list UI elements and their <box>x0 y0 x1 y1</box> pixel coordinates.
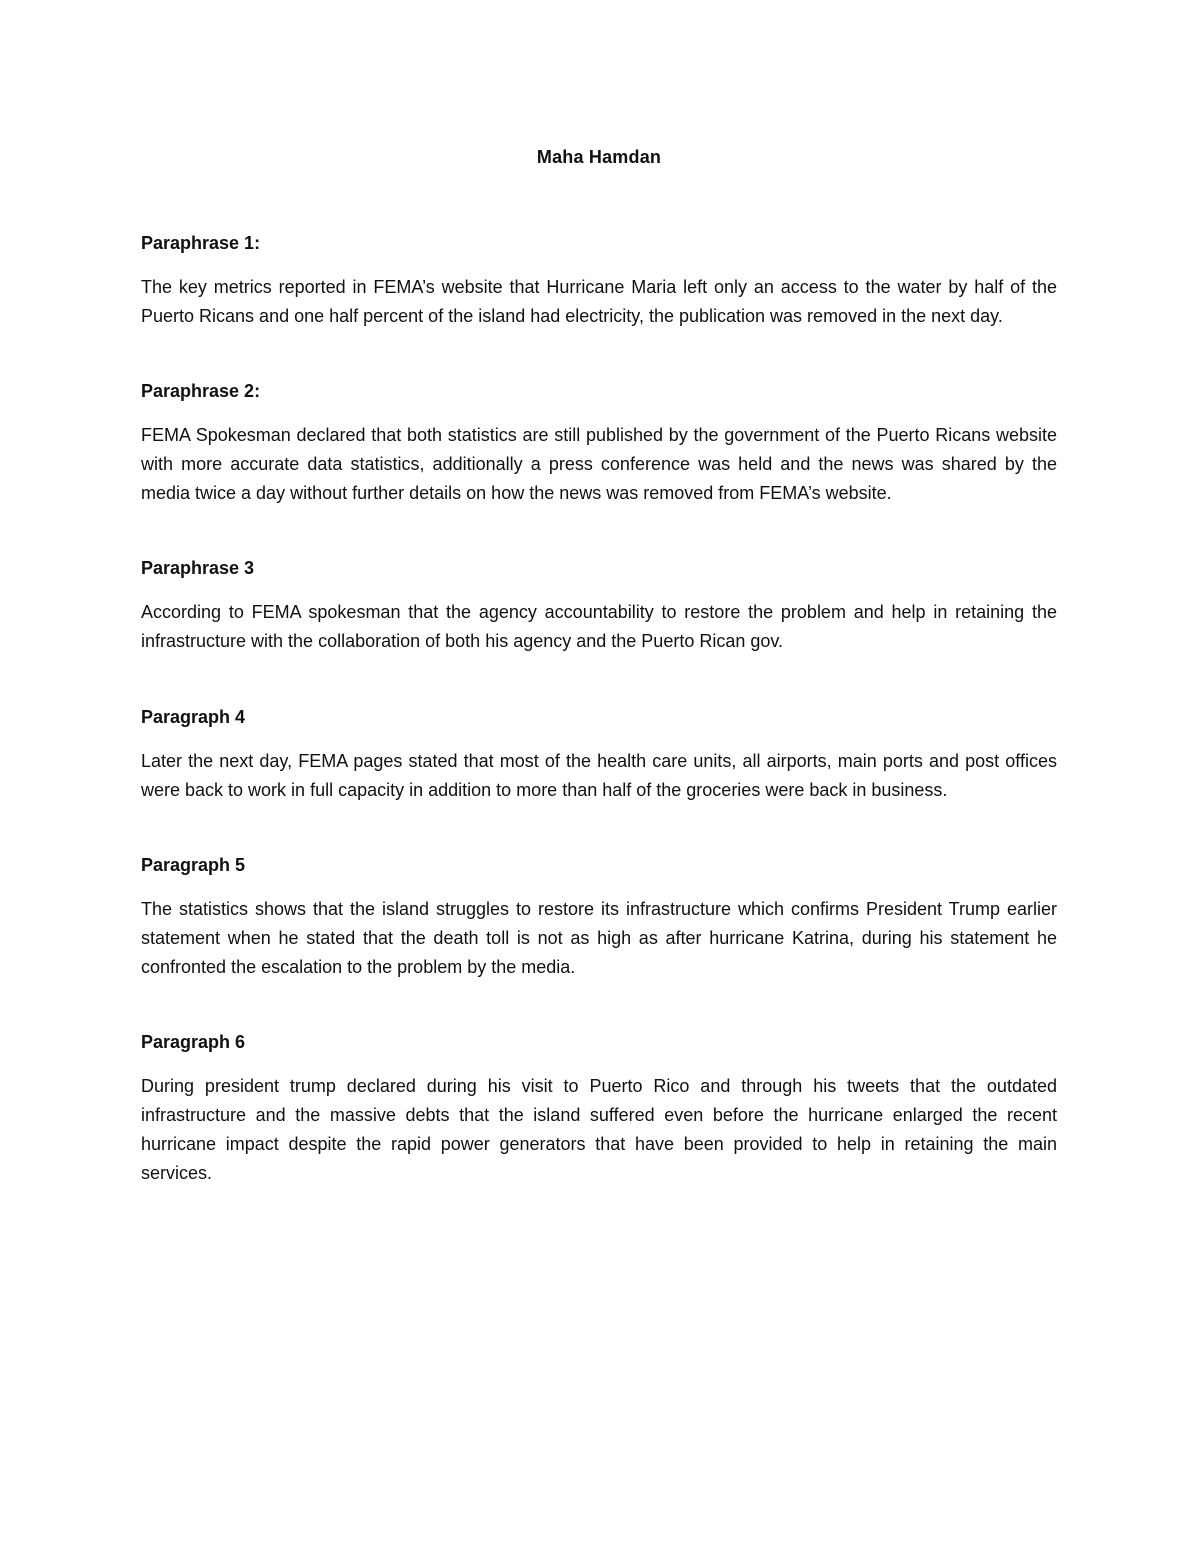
section-paragraph-4 <box>141 703 1057 805</box>
section-paraphrase-2 <box>141 377 1057 508</box>
section-body: The statistics shows that the island struggles to restore its infrastructure which confirms President Trump earlier statement when he stated that the death toll is not as high as after hurricane Katrina, during his statement he confronted the escalation to the problem by the media. <box>141 899 1057 977</box>
section-body: During president trump declared during his visit to Puerto Rico and through his tweets that the outdated infrastructure and the massive debts that the island suffered even before the hurricane enlarged the recent hurricane impact despite the rapid power generators that have been provided to help in retaining the main services. <box>141 1076 1057 1183</box>
section-heading: Paragraph 6 <box>141 1032 246 1052</box>
section-paraphrase-1 <box>141 229 1057 331</box>
section-heading: Paragraph 5 <box>141 855 246 875</box>
section-body: Later the next day, FEMA pages stated that most of the health care units, all airports, main ports and post offices were back to work in full capacity in addition to more than half of the groceries were back in business. <box>141 751 1057 800</box>
author-name: Maha Hamdan <box>536 147 662 167</box>
section-paragraph-6 <box>141 1028 1057 1188</box>
section-heading: Paraphrase 1: <box>141 233 261 253</box>
section-body: The key metrics reported in FEMA’s website that Hurricane Maria left only an access to the water by half of the Puerto Ricans and one half percent of the island had electricity, the publication was removed in the next day. <box>141 277 1057 326</box>
document-content <box>141 143 1057 1188</box>
section-heading: Paraphrase 2: <box>141 381 261 401</box>
section-heading: Paragraph 4 <box>141 707 246 727</box>
section-paraphrase-3 <box>141 554 1057 656</box>
section-paragraph-5 <box>141 851 1057 982</box>
section-body: According to FEMA spokesman that the agency accountability to restore the problem and help in retaining the infrastructure with the collaboration of both his agency and the Puerto Rican gov. <box>141 602 1057 651</box>
section-heading: Paraphrase 3 <box>141 558 255 578</box>
section-body: FEMA Spokesman declared that both statistics are still published by the government of the Puerto Ricans website with more accurate data statistics, additionally a press conference was held and the news was shared by the media twice a day without further details on how the news was removed from FEMA’s website. <box>141 425 1057 503</box>
